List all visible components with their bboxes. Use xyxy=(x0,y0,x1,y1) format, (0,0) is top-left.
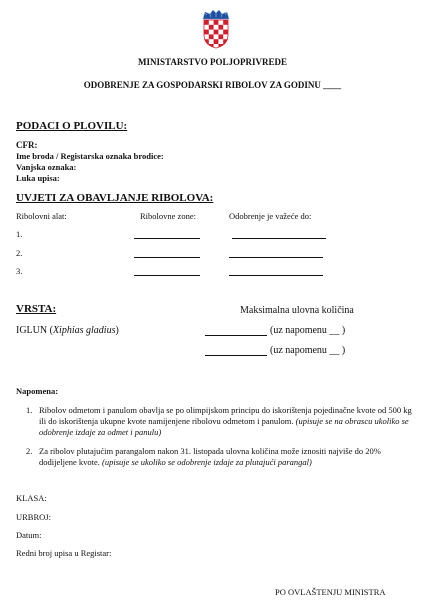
note-italic: (upisuje se ukoliko se odobrenje izdaje za plutajući parangal) xyxy=(102,457,312,467)
species-name: IGLUN (Xiphias gladius) xyxy=(16,325,119,336)
valid-field-3[interactable] xyxy=(229,275,323,276)
col-zones-label: Ribolovne zone: xyxy=(140,211,196,221)
condition-row-2: 2. xyxy=(16,248,23,258)
coat-of-arms-graphic xyxy=(201,9,231,49)
catch-note-2: (uz napomenu __ ) xyxy=(270,345,346,356)
notes-heading-text: Napomena xyxy=(16,386,56,396)
zone-field-3[interactable] xyxy=(134,275,200,276)
cfr-label: CFR: xyxy=(16,140,38,150)
note-item xyxy=(26,405,412,438)
species-heading: VRSTA: xyxy=(16,303,57,315)
checkerboard-shield-icon xyxy=(204,20,228,49)
external-mark-label: Vanjska oznaka: xyxy=(16,162,77,172)
urbroj-label: URBROJ: xyxy=(16,512,51,522)
note-item xyxy=(26,446,412,468)
ship-name-label: Ime broda / Registarska oznaka brodice: xyxy=(16,151,164,161)
note-text xyxy=(39,405,412,438)
note-body: Za ribolov plutajućim parangalom nakon 31. listopada ulovna količina može iznositi najviše do 20% dodijeljene kvote. xyxy=(39,446,381,467)
valid-field-1[interactable] xyxy=(232,238,326,239)
species-latin-name: Xiphias gladius xyxy=(52,325,116,336)
crown-icon xyxy=(203,10,229,19)
species-common-name: IGLUN xyxy=(16,325,48,336)
note-number: 2. xyxy=(26,446,33,456)
col-gear-label: Ribolovni alat: xyxy=(16,211,67,221)
vessel-heading: PODACI O PLOVILU: xyxy=(16,120,128,132)
valid-field-2[interactable] xyxy=(229,257,323,258)
coat-of-arms xyxy=(201,9,231,49)
max-catch-label: Maksimalna ulovna količina xyxy=(240,305,354,316)
notes-heading: Napomena: xyxy=(16,386,59,396)
condition-row-3: 3. xyxy=(16,266,23,276)
registry-number-label: Redni broj upisa u Registar: xyxy=(16,548,112,558)
note-italic: (upisuje se na obrascu ukoliko se odobrenje izdaje za odmet i panulu) xyxy=(39,416,409,437)
note-text xyxy=(39,446,412,468)
date-label: Datum: xyxy=(16,530,42,540)
ministry-name: MINISTARSTVO POLJOPRIVREDE xyxy=(138,57,287,67)
catch-note-1: (uz napomenu __ ) xyxy=(270,325,346,336)
condition-row-1: 1. xyxy=(16,229,23,239)
document-title: ODOBRENJE ZA GOSPODARSKI RIBOLOV ZA GODINU ____ xyxy=(83,80,342,90)
zone-field-1[interactable] xyxy=(134,238,200,239)
conditions-heading: UVJETI ZA OBAVLJANJE RIBOLOVA: xyxy=(16,192,214,204)
klasa-label: KLASA: xyxy=(16,493,47,503)
notes-list xyxy=(26,405,412,476)
zone-field-2[interactable] xyxy=(134,257,200,258)
signature-label: PO OVLAŠTENJU MINISTRA xyxy=(275,587,386,597)
catch-field-2[interactable] xyxy=(205,355,267,356)
note-number: 1. xyxy=(26,405,33,415)
port-label: Luka upisa: xyxy=(16,173,60,183)
col-valid-label: Odobrenje je važeće do: xyxy=(229,211,312,221)
catch-field-1[interactable] xyxy=(205,335,267,336)
note-body: Ribolov odmetom i panulom obavlja se po olimpijskom principu do iskorištenja pojedinačne kvote od 500 kg ili do iskorištenja ukupne kvote namijenjene ribolovu odmetom i panulom. xyxy=(39,405,412,426)
